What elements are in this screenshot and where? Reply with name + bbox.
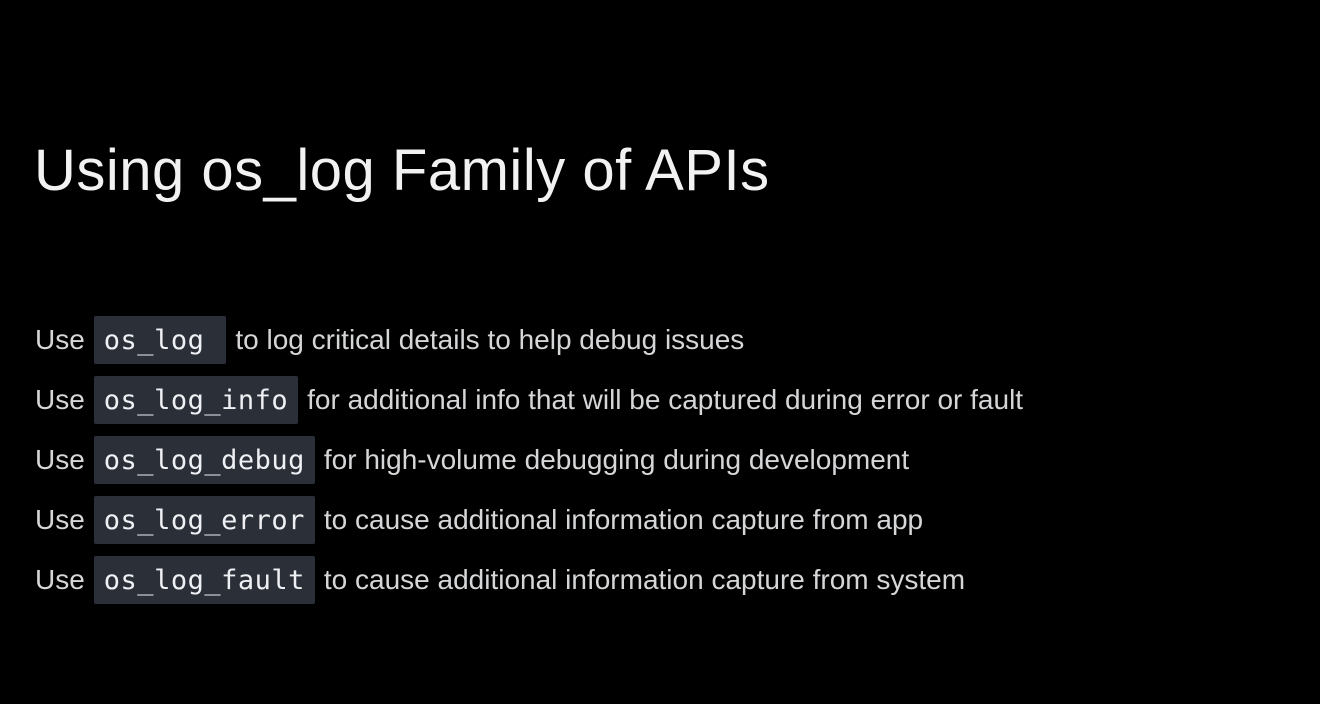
code-chip-os-log-info: os_log_info <box>94 376 298 424</box>
bullet-list <box>35 310 1023 610</box>
bullet-line-os-log-debug <box>35 430 1023 490</box>
bullet-prefix: Use <box>35 564 85 595</box>
bullet-prefix: Use <box>35 444 85 475</box>
bullet-prefix: Use <box>35 504 85 535</box>
code-chip-os-log-error: os_log_error <box>94 496 315 544</box>
bullet-description: for additional info that will be captured during error or fault <box>307 384 1024 415</box>
bullet-line-os-log-fault <box>35 550 1023 610</box>
bullet-description: to cause additional information capture from app <box>323 504 924 535</box>
code-chip-os-log-fault: os_log_fault <box>94 556 315 604</box>
bullet-description: to log critical details to help debug issues <box>235 324 745 355</box>
bullet-prefix: Use <box>35 324 85 355</box>
bullet-description: for high-volume debugging during development <box>323 444 910 475</box>
bullet-line-os-log <box>35 310 1023 370</box>
bullet-prefix: Use <box>35 384 85 415</box>
bullet-line-os-log-info <box>35 370 1023 430</box>
bullet-line-os-log-error <box>35 490 1023 550</box>
bullet-description: to cause additional information capture from system <box>323 564 966 595</box>
slide-title: Using os_log Family of APIs <box>34 137 770 203</box>
code-chip-os-log-debug: os_log_debug <box>94 436 315 484</box>
code-chip-os-log: os_log <box>94 316 227 364</box>
